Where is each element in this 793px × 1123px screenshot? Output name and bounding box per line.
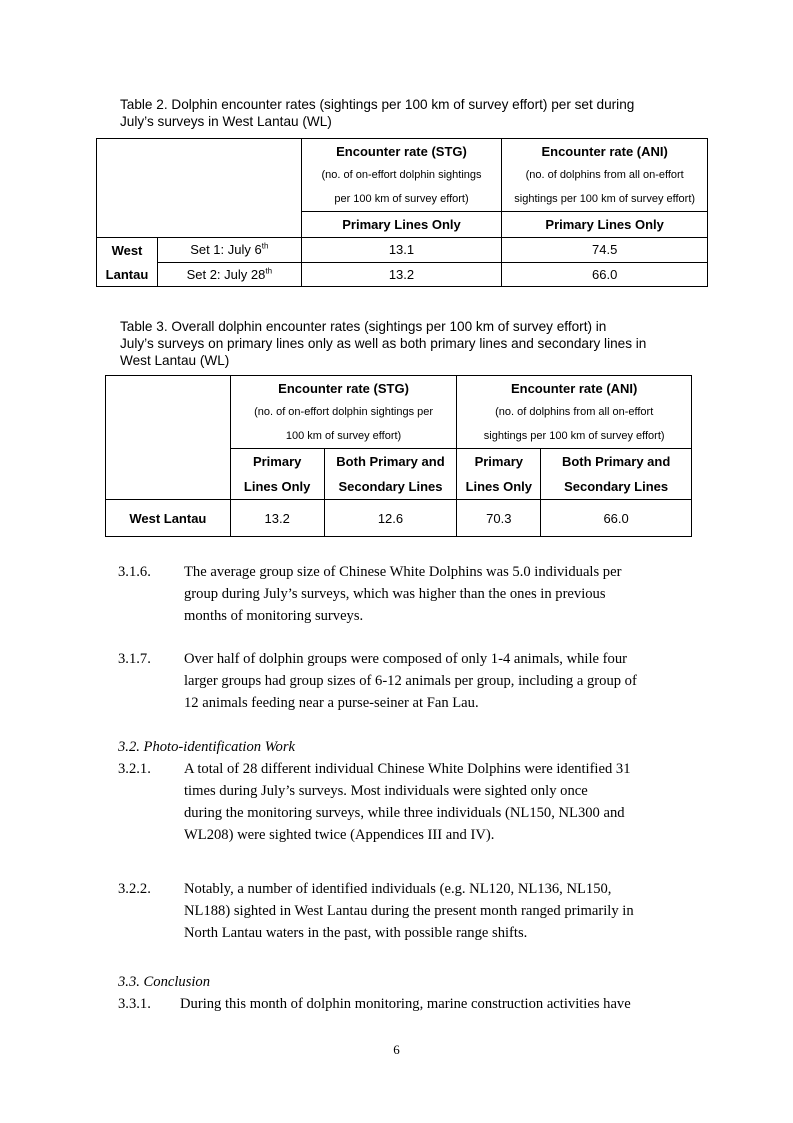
table2-ani-header: Encounter rate (ANI): [502, 139, 708, 165]
table2-stg-desc1: (no. of on-effort dolphin sightings: [301, 164, 502, 187]
table3-stg-both-value: 12.6: [324, 500, 457, 537]
paragraph-line: group during July’s surveys, which was higher than the ones in previous: [184, 586, 606, 602]
paragraph-3-1-7: [118, 648, 678, 714]
table2-set2-label: [157, 262, 301, 287]
table2-stg-primary-only: Primary Lines Only: [301, 212, 502, 238]
table2-stg-desc2: per 100 km of survey effort): [301, 187, 502, 212]
table2-set2-sup: th: [265, 266, 273, 276]
paragraph-body: [184, 648, 678, 714]
table2-set2-stg: 13.2: [301, 262, 502, 287]
table3-ani-header: Encounter rate (ANI): [457, 376, 692, 402]
table2-caption-line2: July’s surveys in West Lantau (WL): [120, 114, 332, 129]
table2-caption: [120, 96, 690, 130]
paragraph-line: During this month of dolphin monitoring, marine construction activities have: [180, 996, 631, 1012]
table2-ani-desc2: sightings per 100 km of survey effort): [502, 187, 708, 212]
table3-caption-line2: July’s surveys on primary lines only as well as both primary lines and secondary lines in: [120, 336, 647, 351]
page-number: 6: [393, 1042, 400, 1057]
table3-caption-line1: Table 3. Overall dolphin encounter rates (sightings per 100 km of survey effort) in: [120, 319, 607, 334]
table3: [105, 375, 692, 537]
table3-ani-primary-value: 70.3: [457, 500, 541, 537]
paragraph-line: 12 animals feeding near a purse-seiner at Fan Lau.: [184, 695, 479, 711]
table2-set1-sup: th: [261, 241, 269, 251]
table3-ani-primary-2: Lines Only: [457, 474, 541, 500]
table2-set1-label: [157, 238, 301, 263]
table2-row-label-west: West: [97, 238, 158, 263]
paragraph-body: [184, 758, 678, 846]
table3-stg-desc2: 100 km of survey effort): [230, 424, 457, 449]
paragraph-line: larger groups had group sizes of 6-12 animals per group, including a group of: [184, 673, 637, 689]
table2-blank-corner: [97, 139, 302, 212]
paragraph-body: [184, 878, 678, 944]
paragraph-3-3-1: [118, 993, 688, 1015]
paragraph-body: [180, 993, 688, 1015]
table3-stg-both-1: Both Primary and: [324, 449, 457, 475]
paragraph-line: A total of 28 different individual Chinese White Dolphins were identified 31: [184, 761, 631, 777]
paragraph-line: WL208) were sighted twice (Appendices III and IV).: [184, 827, 495, 843]
table3-caption-line3: West Lantau (WL): [120, 353, 230, 368]
table2-ani-desc1: (no. of dolphins from all on-effort: [502, 164, 708, 187]
section-heading-3-2: 3.2. Photo-identification Work: [118, 739, 295, 755]
table3-ani-both-2: Secondary Lines: [541, 474, 692, 500]
paragraph-body: [184, 561, 678, 627]
table3-ani-both-1: Both Primary and: [541, 449, 692, 475]
paragraph-line: North Lantau waters in the past, with possible range shifts.: [184, 925, 528, 941]
table3-stg-primary-1: Primary: [230, 449, 324, 475]
table2-blank-corner-lower: [97, 212, 302, 238]
table3-stg-primary-value: 13.2: [230, 500, 324, 537]
paragraph-3-2-2: [118, 878, 678, 944]
paragraph-3-1-6: [118, 561, 678, 627]
table3-ani-desc1: (no. of dolphins from all on-effort: [457, 401, 692, 424]
table2-set2-text: Set 2: July 28: [186, 266, 266, 282]
table3-ani-both-value: 66.0: [541, 500, 692, 537]
table2-row-label-lantau: Lantau: [97, 262, 158, 287]
paragraph-line: months of monitoring surveys.: [184, 608, 364, 624]
table3-ani-primary-1: Primary: [457, 449, 541, 475]
table2-set2-ani: 66.0: [502, 262, 708, 287]
paragraph-line: Notably, a number of identified individuals (e.g. NL120, NL136, NL150,: [184, 881, 612, 897]
table2-stg-header: Encounter rate (STG): [301, 139, 502, 165]
table2: [96, 138, 708, 287]
paragraph-number: 3.2.2.: [118, 881, 151, 897]
paragraph-3-2-1: [118, 758, 678, 846]
table3-stg-desc1: (no. of on-effort dolphin sightings per: [230, 401, 457, 424]
paragraph-number: 3.2.1.: [118, 761, 151, 777]
paragraph-number: 3.1.7.: [118, 651, 151, 667]
table3-stg-header: Encounter rate (STG): [230, 376, 457, 402]
table2-ani-primary-only: Primary Lines Only: [502, 212, 708, 238]
paragraph-line: Over half of dolphin groups were composed of only 1-4 animals, while four: [184, 651, 627, 667]
table3-row-label: West Lantau: [106, 500, 231, 537]
table3-ani-desc2: sightings per 100 km of survey effort): [457, 424, 692, 449]
paragraph-line: NL188) sighted in West Lantau during the present month ranged primarily in: [184, 903, 634, 919]
paragraph-line: The average group size of Chinese White Dolphins was 5.0 individuals per: [184, 564, 622, 580]
table2-set1-stg: 13.1: [301, 238, 502, 263]
table3-stg-primary-2: Lines Only: [230, 474, 324, 500]
section-heading-3-3: 3.3. Conclusion: [118, 974, 211, 990]
paragraph-line: during the monitoring surveys, while three individuals (NL150, NL300 and: [184, 805, 625, 821]
table3-stg-both-2: Secondary Lines: [324, 474, 457, 500]
table2-set1-ani: 74.5: [502, 238, 708, 263]
table3-blank-corner: [106, 376, 231, 500]
table3-caption: [120, 318, 690, 369]
paragraph-number: 3.3.1.: [118, 996, 151, 1012]
paragraph-line: times during July’s surveys. Most individuals were sighted only once: [184, 783, 588, 799]
table2-caption-line1: Table 2. Dolphin encounter rates (sightings per 100 km of survey effort) per set during: [120, 97, 635, 112]
table2-set1-text: Set 1: July 6: [190, 242, 262, 258]
paragraph-number: 3.1.6.: [118, 564, 151, 580]
